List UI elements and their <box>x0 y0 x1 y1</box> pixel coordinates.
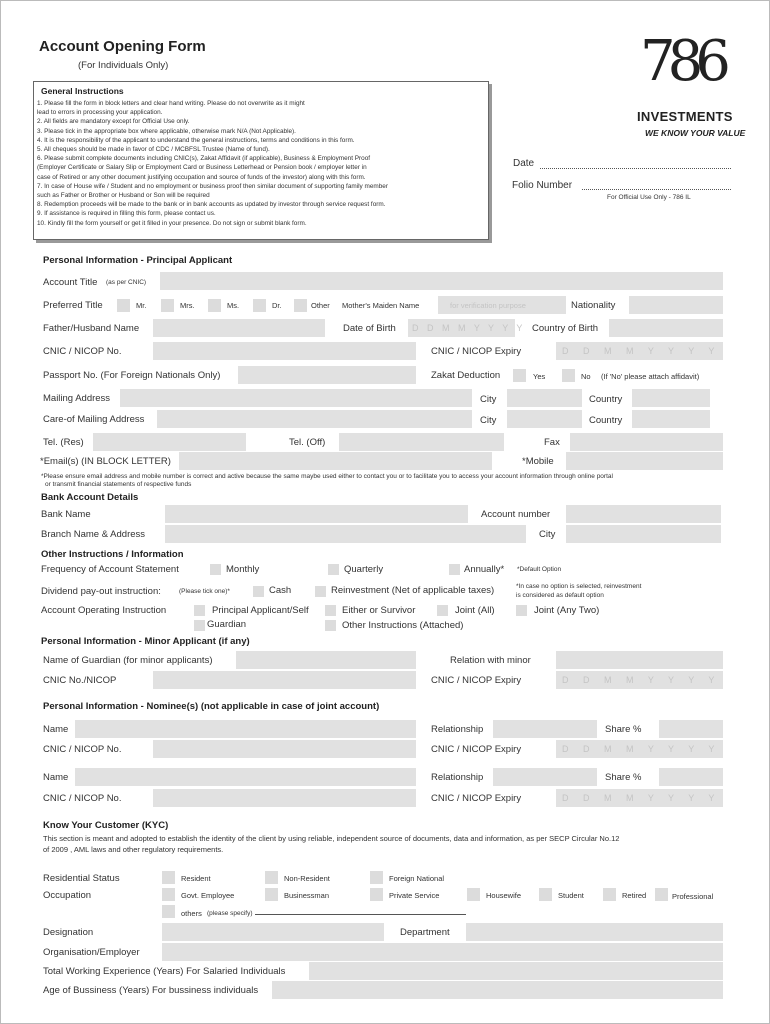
housewife-checkbox[interactable] <box>467 888 480 901</box>
bank-heading: Bank Account Details <box>41 492 139 503</box>
country-birth-field[interactable] <box>609 319 723 337</box>
instruction-item: 2. All fields are mandatory except for Official Use only. <box>37 118 190 126</box>
title-ms-label: Ms. <box>227 301 240 310</box>
age-business-label: Age of Bussiness (Years) For bussiness individuals <box>43 985 259 996</box>
account-number-label: Account number <box>481 509 551 520</box>
nominee-heading: Personal Information - Nominee(s) (not applicable in case of joint account) <box>43 701 380 712</box>
organisation-label: Organisation/Employer <box>43 947 140 958</box>
nominee1-share-field[interactable] <box>659 720 723 738</box>
dividend-label: Dividend pay-out instruction: <box>41 586 161 597</box>
instruction-item: 6. Please submit complete documents including CNIC(s), Zakat Affidavit (if applicable), Business & Employment Proof <box>37 155 371 163</box>
housewife-label: Housewife <box>486 891 522 900</box>
professional-label: Professional <box>672 892 714 901</box>
principal-self-checkbox[interactable] <box>194 605 205 616</box>
nominee2-relationship-label: Relationship <box>431 772 484 783</box>
bank-city-field[interactable] <box>566 525 721 543</box>
joint-two-label: Joint (Any Two) <box>534 605 600 616</box>
occupation-label: Occupation <box>43 890 92 901</box>
joint-two-checkbox[interactable] <box>516 605 527 616</box>
annually-checkbox[interactable] <box>449 564 460 575</box>
student-checkbox[interactable] <box>539 888 552 901</box>
cash-label: Cash <box>269 585 292 596</box>
businessman-label: Businessman <box>284 891 330 900</box>
title-other-label: Other <box>311 301 330 310</box>
dividend-note: (Please tick one)* <box>179 588 230 595</box>
relation-minor-label: Relation with minor <box>450 655 531 666</box>
nominee2-expiry-placeholder: D D M M Y Y Y Y <box>562 793 721 803</box>
form-subtitle: (For Individuals Only) <box>78 60 169 71</box>
logo-tagline: WE KNOW YOUR VALUE <box>645 128 746 138</box>
either-survivor-label: Either or Survivor <box>342 605 416 616</box>
resident-label: Resident <box>181 874 211 883</box>
mobile-field[interactable] <box>566 452 723 470</box>
care-of-field[interactable] <box>157 410 472 428</box>
cnic-expiry-placeholder: D D M M Y Y Y Y <box>562 346 721 356</box>
title-mrs-label: Mrs. <box>180 301 195 310</box>
logo-number: 786 <box>640 29 723 94</box>
title-other-checkbox[interactable] <box>294 299 307 312</box>
quarterly-checkbox[interactable] <box>328 564 339 575</box>
title-mr-label: Mr. <box>136 301 147 310</box>
frequency-label: Frequency of Account Statement <box>41 564 179 575</box>
experience-field[interactable] <box>309 962 723 980</box>
mailing-city-field[interactable] <box>507 389 582 407</box>
branch-label: Branch Name & Address <box>41 529 146 540</box>
joint-all-checkbox[interactable] <box>437 605 448 616</box>
professional-checkbox[interactable] <box>655 888 668 901</box>
other-attached-label: Other Instructions (Attached) <box>342 620 464 631</box>
account-number-field[interactable] <box>566 505 721 523</box>
instruction-item: 4. It is the responsibility of the applicant to understand the general instructions, terms and conditions in this form. <box>37 136 355 144</box>
other-attached-checkbox[interactable] <box>325 620 336 631</box>
nominee2-cnic-field[interactable] <box>153 789 416 807</box>
minor-heading: Personal Information - Minor Applicant (if any) <box>41 636 250 647</box>
designation-label: Designation <box>43 927 94 938</box>
folio-label: Folio Number <box>512 180 573 191</box>
title-dr-checkbox[interactable] <box>253 299 266 312</box>
quarterly-label: Quarterly <box>344 564 384 575</box>
residential-label: Residential Status <box>43 873 120 884</box>
zakat-no-checkbox[interactable] <box>562 369 575 382</box>
nominee1-name-field[interactable] <box>75 720 416 738</box>
tel-res-label: Tel. (Res) <box>43 437 84 448</box>
others-note: (please specify) <box>207 910 253 917</box>
zakat-yes-checkbox[interactable] <box>513 369 526 382</box>
minor-expiry-placeholder: D D M M Y Y Y Y <box>562 675 721 685</box>
operating-label: Account Operating Instruction <box>41 605 167 616</box>
care-of-label: Care-of Mailing Address <box>43 414 145 425</box>
father-husband-field[interactable] <box>153 319 325 337</box>
mailing-field[interactable] <box>120 389 472 407</box>
kyc-desc-1: This section is meant and adopted to establish the identity of the client by using reliable, independent source of documents, data and information, as per SECP Circular No.12 <box>43 834 620 843</box>
resident-checkbox[interactable] <box>162 871 175 884</box>
minor-expiry-label: CNIC / NICOP Expiry <box>431 675 522 686</box>
foreign-label: Foreign National <box>389 874 445 883</box>
nationality-label: Nationality <box>571 300 616 311</box>
fax-field[interactable] <box>570 433 723 451</box>
care-city-label: City <box>480 415 497 426</box>
guardian-name-field[interactable] <box>236 651 416 669</box>
bank-name-field[interactable] <box>165 505 468 523</box>
care-country-field[interactable] <box>632 410 710 428</box>
experience-label: Total Working Experience (Years) For Salaried Individuals <box>43 966 286 977</box>
instructions-list <box>37 99 483 228</box>
private-checkbox[interactable] <box>370 888 383 901</box>
contact-note-2: or transmit financial statements of respective funds <box>45 481 192 488</box>
default-note: *Default Option <box>517 566 562 573</box>
instruction-item: lead to errors in processing your application. <box>37 109 163 117</box>
title-ms-checkbox[interactable] <box>208 299 221 312</box>
nominee1-name-label: Name <box>43 724 69 735</box>
care-city-field[interactable] <box>507 410 582 428</box>
zakat-no-label: No <box>581 372 591 381</box>
kyc-heading: Know Your Customer (KYC) <box>43 820 169 831</box>
govt-checkbox[interactable] <box>162 888 175 901</box>
private-label: Private Service <box>389 891 440 900</box>
govt-label: Govt. Employee <box>181 891 235 900</box>
principal-self-label: Principal Applicant/Self <box>212 605 309 616</box>
department-field[interactable] <box>466 923 723 941</box>
tel-off-field[interactable] <box>339 433 504 451</box>
others-label: others <box>181 909 202 918</box>
kyc-desc-2: of 2009 , AML laws and other regulatory requirements. <box>43 845 224 854</box>
mothers-maiden-placeholder: for verification purpose <box>450 301 526 310</box>
logo-name: INVESTMENTS <box>637 109 733 124</box>
reinvestment-checkbox[interactable] <box>315 586 326 597</box>
dob-label: Date of Birth <box>343 323 396 334</box>
instruction-item: 7. In case of House wife / Student and no employment or business proof then similar document of supporting family member <box>37 182 388 190</box>
date-label: Date <box>513 158 535 169</box>
minor-cnic-field[interactable] <box>153 671 416 689</box>
instruction-item: such as Father or Brother or Husband or Son will be required <box>37 192 210 200</box>
nominee2-share-label: Share % <box>605 772 642 783</box>
email-label: *Email(s) (IN BLOCK LETTER) <box>40 456 171 467</box>
form-title: Account Opening Form <box>39 38 206 55</box>
mailing-label: Mailing Address <box>43 393 111 404</box>
businessman-checkbox[interactable] <box>265 888 278 901</box>
instruction-item: case of Retired or any other document justifying occupation and source of funds of the investor) along with this form. <box>37 173 366 181</box>
cnic-expiry-label: CNIC / NICOP Expiry <box>431 346 522 357</box>
reinvest-note-1: *In case no option is selected, reinvestment <box>516 583 642 590</box>
nominee1-relationship-field[interactable] <box>493 720 597 738</box>
instruction-item: 10. Kindly fill the form yourself or get it filled in your presence. Do not sign or submit blank form. <box>37 219 307 227</box>
passport-field[interactable] <box>238 366 416 384</box>
designation-field[interactable] <box>162 923 384 941</box>
nominee1-expiry-placeholder: D D M M Y Y Y Y <box>562 744 721 754</box>
zakat-note: (If 'No' please attach affidavit) <box>601 372 700 381</box>
guardian-label: Guardian <box>207 619 247 630</box>
nominee1-cnic-field[interactable] <box>153 740 416 758</box>
title-mrs-checkbox[interactable] <box>161 299 174 312</box>
nominee2-cnic-label: CNIC / NICOP No. <box>43 793 122 804</box>
account-title-label: Account Title <box>43 277 98 288</box>
nominee2-expiry-label: CNIC / NICOP Expiry <box>431 793 522 804</box>
non-resident-label: Non-Resident <box>284 874 330 883</box>
either-survivor-checkbox[interactable] <box>325 605 336 616</box>
nominee2-name-label: Name <box>43 772 69 783</box>
folio-line[interactable] <box>582 189 731 190</box>
foreign-checkbox[interactable] <box>370 871 383 884</box>
mobile-label: *Mobile <box>522 456 554 467</box>
date-line[interactable] <box>540 168 731 169</box>
monthly-label: Monthly <box>226 564 260 575</box>
father-husband-label: Father/Husband Name <box>43 323 140 334</box>
account-title-field[interactable] <box>160 272 723 290</box>
instruction-item: 8. Redemption proceeds will be made to the bank or in bank accounts as updated by investor through service request form. <box>37 201 386 209</box>
reinvest-note-2: is considered as default option <box>516 592 604 599</box>
zakat-yes-label: Yes <box>533 372 546 381</box>
zakat-label: Zakat Deduction <box>431 370 501 381</box>
tel-res-field[interactable] <box>93 433 246 451</box>
account-title-note: (as per CNIC) <box>106 279 147 286</box>
mothers-maiden-label: Mother's Maiden Name <box>342 301 420 310</box>
principal-heading: Personal Information - Principal Applicant <box>43 255 233 266</box>
title-mr-checkbox[interactable] <box>117 299 130 312</box>
retired-checkbox[interactable] <box>603 888 616 901</box>
title-dr-label: Dr. <box>272 301 282 310</box>
mailing-city-label: City <box>480 394 497 405</box>
nominee2-name-field[interactable] <box>75 768 416 786</box>
nominee1-relationship-label: Relationship <box>431 724 484 735</box>
nominee1-share-label: Share % <box>605 724 642 735</box>
reinvestment-label: Reinvestment (Net of applicable taxes) <box>331 585 495 596</box>
retired-label: Retired <box>622 891 647 900</box>
non-resident-checkbox[interactable] <box>265 871 278 884</box>
monthly-checkbox[interactable] <box>210 564 221 575</box>
other-heading: Other Instructions / Information <box>41 549 184 560</box>
country-birth-label: Country of Birth <box>532 323 598 334</box>
cnic-field[interactable] <box>153 342 416 360</box>
others-checkbox[interactable] <box>162 905 175 918</box>
bank-name-label: Bank Name <box>41 509 91 520</box>
instruction-item: 1. Please fill the form in block letters and clear hand writing. Please do not overwrite as it might <box>37 100 305 107</box>
instructions-heading: General Instructions <box>41 86 124 96</box>
care-country-label: Country <box>589 415 623 426</box>
relation-minor-field[interactable] <box>556 651 723 669</box>
nominee1-expiry-label: CNIC / NICOP Expiry <box>431 744 522 755</box>
minor-cnic-label: CNIC No./NICOP <box>43 675 117 686</box>
cnic-label: CNIC / NICOP No. <box>43 346 122 357</box>
bank-city-label: City <box>539 529 556 540</box>
student-label: Student <box>558 891 584 900</box>
age-business-field[interactable] <box>272 981 723 999</box>
nationality-field[interactable] <box>629 296 723 314</box>
fax-label: Fax <box>544 437 560 448</box>
department-label: Department <box>400 927 450 938</box>
dob-placeholder: D D M M Y Y Y Y <box>412 323 526 333</box>
guardian-checkbox[interactable] <box>194 620 205 631</box>
tel-off-label: Tel. (Off) <box>289 437 326 448</box>
passport-label: Passport No. (For Foreign Nationals Only) <box>43 370 221 381</box>
organisation-field[interactable] <box>162 943 723 961</box>
instruction-item: 3. Please tick in the appropriate box where applicable, otherwise mark N/A (Not Applicable). <box>37 127 296 135</box>
official-use-note: For Official Use Only - 786 IL <box>607 194 691 201</box>
nominee2-relationship-field[interactable] <box>493 768 597 786</box>
nominee1-cnic-label: CNIC / NICOP No. <box>43 744 122 755</box>
instruction-item: 9. If assistance is required in filling this form, please contact us. <box>37 210 216 218</box>
joint-all-label: Joint (All) <box>455 605 495 616</box>
cash-checkbox[interactable] <box>253 586 264 597</box>
branch-field[interactable] <box>165 525 526 543</box>
mailing-country-field[interactable] <box>632 389 710 407</box>
others-line[interactable] <box>255 914 466 915</box>
mailing-country-label: Country <box>589 394 623 405</box>
annually-label: Annually* <box>464 564 505 575</box>
nominee2-share-field[interactable] <box>659 768 723 786</box>
contact-note-1: *Please ensure email address and mobile number is correct and active because the same maybe used either to contact you or to facilitate you to access your account information through online portal <box>41 473 613 480</box>
email-field[interactable] <box>179 452 492 470</box>
preferred-title-label: Preferred Title <box>43 300 103 311</box>
instruction-item: 5. All cheques should be made in favor of CDC / MCBFSL Trustee (Name of fund). <box>37 146 270 154</box>
instruction-item: (Employer Certificate or Salary Slip or Employment Card or Business Letterhead or Pension book / employer letter in <box>37 164 367 172</box>
guardian-name-label: Name of Guardian (for minor applicants) <box>43 655 213 666</box>
